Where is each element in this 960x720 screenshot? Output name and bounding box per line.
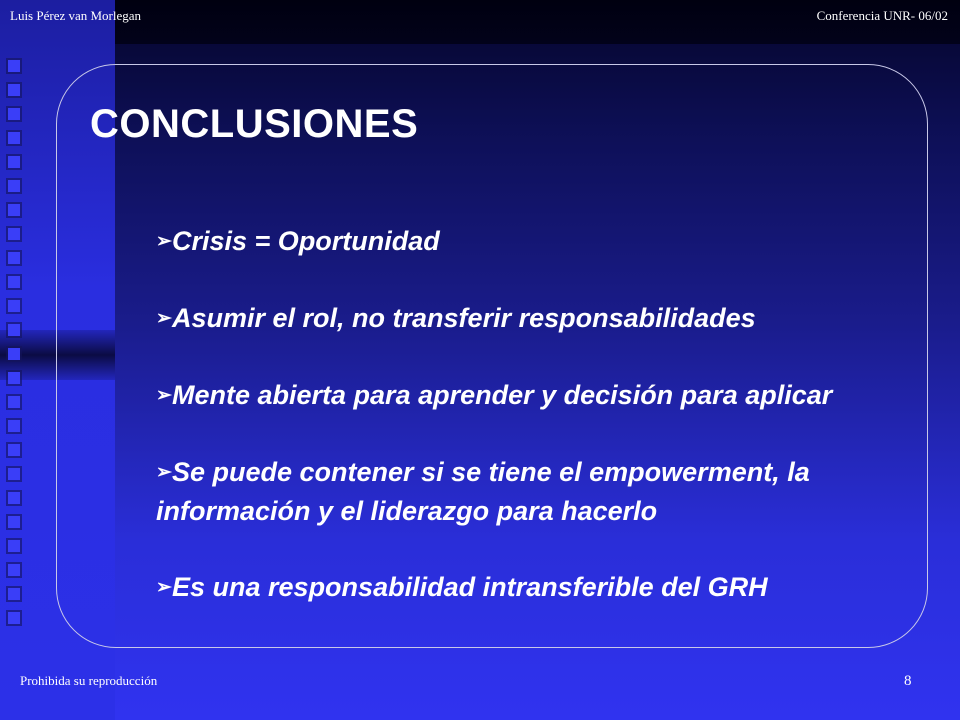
arrow-bullet-icon: ➢ xyxy=(156,308,172,329)
arrow-bullet-icon: ➢ xyxy=(156,385,172,406)
bullet-item xyxy=(156,222,896,261)
arrow-bullet-icon: ➢ xyxy=(156,231,172,252)
bullet-list xyxy=(156,222,896,645)
slide-title: CONCLUSIONES xyxy=(90,102,419,146)
reproduction-notice: Prohibida su reproducción xyxy=(20,673,158,688)
bullet-item xyxy=(156,299,896,338)
bullet-text: Crisis = Oportunidad xyxy=(172,226,440,256)
page-number: 8 xyxy=(904,673,912,689)
event-label: Conferencia UNR- 06/02 xyxy=(816,8,948,23)
bullet-text: Asumir el rol, no transferir responsabilidades xyxy=(172,303,756,333)
arrow-bullet-icon: ➢ xyxy=(156,577,172,598)
bullet-text: Se puede contener si se tiene el empowerment, la información y el liderazgo para hacerlo xyxy=(156,457,810,526)
decorative-squares xyxy=(8,60,26,636)
bullet-item xyxy=(156,453,896,530)
author-label: Luis Pérez van Morlegan xyxy=(10,8,142,23)
bullet-text: Mente abierta para aprender y decisión para aplicar xyxy=(172,380,833,410)
bullet-text: Es una responsabilidad intransferible del GRH xyxy=(172,572,768,602)
bullet-item xyxy=(156,568,896,607)
arrow-bullet-icon: ➢ xyxy=(156,462,172,483)
bullet-item xyxy=(156,376,896,415)
